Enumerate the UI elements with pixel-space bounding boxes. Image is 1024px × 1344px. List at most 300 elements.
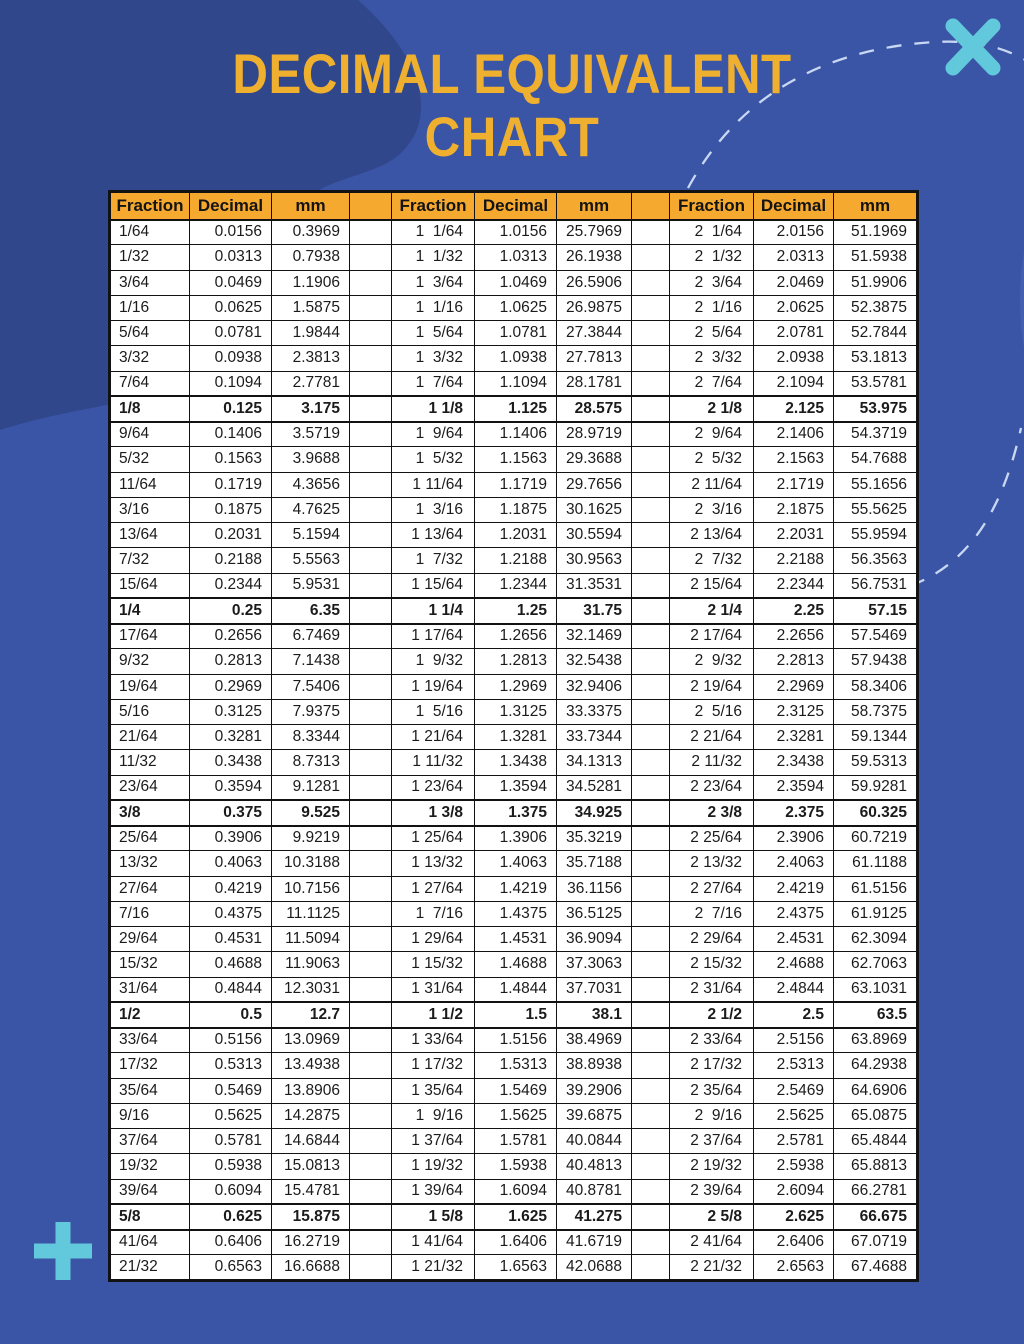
spacer-cell: [350, 952, 392, 977]
decimal-cell: 1.3125: [475, 699, 557, 724]
fraction-cell: 7/16: [110, 901, 190, 926]
decimal-cell: 1.1719: [475, 472, 557, 497]
decimal-cell: 2.5313: [754, 1053, 834, 1078]
decimal-cell: 2.2813: [754, 649, 834, 674]
decimal-cell: 2.0625: [754, 295, 834, 320]
fraction-cell: 2 9/32: [670, 649, 754, 674]
spacer-cell: [350, 1078, 392, 1103]
fraction-cell: 9/16: [110, 1103, 190, 1128]
mm-cell: 34.5281: [557, 775, 632, 800]
fraction-cell: 1/2: [110, 1002, 190, 1027]
decimal-cell: 1.1875: [475, 497, 557, 522]
title-line-2: CHART: [424, 105, 600, 169]
decimal-cell: 0.25: [190, 598, 272, 623]
fraction-cell: 1 13/32: [392, 851, 475, 876]
spacer-cell: [350, 1028, 392, 1053]
mm-cell: 10.7156: [272, 876, 350, 901]
fraction-cell: 19/64: [110, 674, 190, 699]
spacer-cell: [632, 977, 670, 1002]
spacer-cell: [632, 624, 670, 649]
fraction-cell: 2 5/8: [670, 1204, 754, 1229]
mm-cell: 57.9438: [834, 649, 918, 674]
mm-cell: 11.1125: [272, 901, 350, 926]
mm-cell: 31.3531: [557, 573, 632, 598]
mm-cell: 7.1438: [272, 649, 350, 674]
header-decimal: Decimal: [754, 192, 834, 220]
decimal-cell: 1.5469: [475, 1078, 557, 1103]
spacer-cell: [350, 1002, 392, 1027]
mm-cell: 5.1594: [272, 523, 350, 548]
decimal-cell: 2.2188: [754, 548, 834, 573]
decimal-cell: 0.6094: [190, 1179, 272, 1204]
decimal-cell: 0.2188: [190, 548, 272, 573]
fraction-cell: 1/32: [110, 245, 190, 270]
decimal-cell: 1.3594: [475, 775, 557, 800]
decimal-cell: 2.125: [754, 396, 834, 421]
decimal-cell: 2.4531: [754, 927, 834, 952]
spacer-cell: [350, 1103, 392, 1128]
decimal-cell: 2.5156: [754, 1028, 834, 1053]
spacer-cell: [632, 674, 670, 699]
decimal-cell: 0.0625: [190, 295, 272, 320]
fraction-cell: 1 19/32: [392, 1154, 475, 1179]
spacer-cell: [632, 725, 670, 750]
mm-cell: 1.5875: [272, 295, 350, 320]
decimal-cell: 0.5781: [190, 1129, 272, 1154]
table-row: [110, 598, 918, 623]
mm-cell: 60.325: [834, 800, 918, 825]
table-row: [110, 1179, 918, 1204]
spacer-cell: [350, 674, 392, 699]
plus-icon: [26, 1214, 100, 1288]
decimal-cell: 2.1406: [754, 422, 834, 447]
fraction-cell: 2 17/64: [670, 624, 754, 649]
decimal-cell: 2.6094: [754, 1179, 834, 1204]
mm-cell: 38.1: [557, 1002, 632, 1027]
mm-cell: 0.3969: [272, 220, 350, 245]
mm-cell: 6.35: [272, 598, 350, 623]
decimal-cell: 2.0469: [754, 270, 834, 295]
fraction-cell: 37/64: [110, 1129, 190, 1154]
mm-cell: 59.9281: [834, 775, 918, 800]
decimal-cell: 2.6406: [754, 1230, 834, 1255]
mm-cell: 9.525: [272, 800, 350, 825]
fraction-cell: 1 1/64: [392, 220, 475, 245]
fraction-cell: 1 11/64: [392, 472, 475, 497]
decimal-cell: 0.5625: [190, 1103, 272, 1128]
decimal-cell: 1.5781: [475, 1129, 557, 1154]
mm-cell: 54.3719: [834, 422, 918, 447]
mm-cell: 4.3656: [272, 472, 350, 497]
table-row: [110, 674, 918, 699]
mm-cell: 7.9375: [272, 699, 350, 724]
mm-cell: 63.8969: [834, 1028, 918, 1053]
table-row: [110, 1002, 918, 1027]
spacer-cell: [350, 573, 392, 598]
fraction-cell: 1 31/64: [392, 977, 475, 1002]
mm-cell: 35.3219: [557, 826, 632, 851]
mm-cell: 61.5156: [834, 876, 918, 901]
fraction-cell: 1 7/64: [392, 371, 475, 396]
fraction-cell: 2 3/8: [670, 800, 754, 825]
table-row: [110, 624, 918, 649]
fraction-cell: 1 9/32: [392, 649, 475, 674]
fraction-cell: 1 1/2: [392, 1002, 475, 1027]
mm-cell: 29.3688: [557, 447, 632, 472]
fraction-cell: 7/32: [110, 548, 190, 573]
mm-cell: 66.2781: [834, 1179, 918, 1204]
fraction-cell: 1 41/64: [392, 1230, 475, 1255]
table-row: [110, 1255, 918, 1281]
spacer-cell: [632, 1204, 670, 1229]
decimal-cell: 0.3125: [190, 699, 272, 724]
table-row: [110, 699, 918, 724]
fraction-cell: 2 13/32: [670, 851, 754, 876]
mm-cell: 67.4688: [834, 1255, 918, 1281]
mm-cell: 1.9844: [272, 321, 350, 346]
spacer-cell: [350, 548, 392, 573]
table-row: [110, 371, 918, 396]
fraction-cell: 11/64: [110, 472, 190, 497]
spacer-cell: [350, 851, 392, 876]
spacer-cell: [350, 321, 392, 346]
table-body: [110, 220, 918, 1281]
spacer-cell: [350, 725, 392, 750]
mm-cell: 3.5719: [272, 422, 350, 447]
mm-cell: 6.7469: [272, 624, 350, 649]
fraction-cell: 1 33/64: [392, 1028, 475, 1053]
decimal-cell: 0.0781: [190, 321, 272, 346]
fraction-cell: 2 11/32: [670, 750, 754, 775]
fraction-cell: 1 19/64: [392, 674, 475, 699]
table-row: [110, 573, 918, 598]
table-row: [110, 977, 918, 1002]
decimal-cell: 1.0938: [475, 346, 557, 371]
mm-cell: 8.7313: [272, 750, 350, 775]
spacer-cell: [632, 497, 670, 522]
fraction-cell: 1 1/4: [392, 598, 475, 623]
decimal-cell: 1.2344: [475, 573, 557, 598]
table-row: [110, 750, 918, 775]
decimal-cell: 2.375: [754, 800, 834, 825]
fraction-cell: 9/32: [110, 649, 190, 674]
title-line-1: DECIMAL EQUIVALENT: [232, 42, 792, 105]
table-row: [110, 1204, 918, 1229]
decimal-cell: 0.5: [190, 1002, 272, 1027]
table-row: [110, 927, 918, 952]
table-row: [110, 497, 918, 522]
mm-cell: 40.0844: [557, 1129, 632, 1154]
x-cross-icon: [941, 14, 1005, 78]
table-row: [110, 1103, 918, 1128]
mm-cell: 40.8781: [557, 1179, 632, 1204]
decimal-cell: 2.0781: [754, 321, 834, 346]
fraction-cell: 1 1/16: [392, 295, 475, 320]
mm-cell: 9.9219: [272, 826, 350, 851]
fraction-cell: 2 15/64: [670, 573, 754, 598]
mm-cell: 30.1625: [557, 497, 632, 522]
header-row: [110, 192, 918, 220]
spacer-cell: [632, 1028, 670, 1053]
fraction-cell: 1 21/32: [392, 1255, 475, 1281]
decimal-cell: 1.0625: [475, 295, 557, 320]
spacer-cell: [632, 321, 670, 346]
decimal-cell: 0.2656: [190, 624, 272, 649]
decimal-cell: 2.4219: [754, 876, 834, 901]
decimal-cell: 0.2813: [190, 649, 272, 674]
mm-cell: 36.5125: [557, 901, 632, 926]
mm-cell: 36.1156: [557, 876, 632, 901]
fraction-cell: 2 23/64: [670, 775, 754, 800]
decimal-cell: 2.4844: [754, 977, 834, 1002]
fraction-cell: 21/64: [110, 725, 190, 750]
spacer-cell: [632, 927, 670, 952]
mm-cell: 65.0875: [834, 1103, 918, 1128]
mm-cell: 7.5406: [272, 674, 350, 699]
mm-cell: 5.5563: [272, 548, 350, 573]
decimal-equivalent-table: [108, 190, 919, 1282]
mm-cell: 27.3844: [557, 321, 632, 346]
mm-cell: 53.1813: [834, 346, 918, 371]
decimal-cell: 1.2031: [475, 523, 557, 548]
mm-cell: 5.9531: [272, 573, 350, 598]
decimal-cell: 0.0156: [190, 220, 272, 245]
header-fraction: Fraction: [110, 192, 190, 220]
mm-cell: 65.4844: [834, 1129, 918, 1154]
fraction-cell: 21/32: [110, 1255, 190, 1281]
fraction-cell: 1 1/32: [392, 245, 475, 270]
spacer-cell: [350, 927, 392, 952]
mm-cell: 30.9563: [557, 548, 632, 573]
spacer-cell: [632, 1053, 670, 1078]
decimal-cell: 2.3594: [754, 775, 834, 800]
mm-cell: 54.7688: [834, 447, 918, 472]
table-row: [110, 1053, 918, 1078]
table-row: [110, 245, 918, 270]
table-row: [110, 422, 918, 447]
spacer-cell: [350, 800, 392, 825]
mm-cell: 26.5906: [557, 270, 632, 295]
decimal-cell: 0.3906: [190, 826, 272, 851]
header-decimal: Decimal: [190, 192, 272, 220]
decimal-cell: 2.1719: [754, 472, 834, 497]
fraction-cell: 2 17/32: [670, 1053, 754, 1078]
mm-cell: 55.5625: [834, 497, 918, 522]
fraction-cell: 2 25/64: [670, 826, 754, 851]
fraction-cell: 17/32: [110, 1053, 190, 1078]
decimal-cell: 2.6563: [754, 1255, 834, 1281]
table-row: [110, 775, 918, 800]
spacer-cell: [632, 649, 670, 674]
decimal-cell: 0.6406: [190, 1230, 272, 1255]
mm-cell: 57.5469: [834, 624, 918, 649]
spacer-cell: [350, 750, 392, 775]
decimal-cell: 2.0156: [754, 220, 834, 245]
spacer-cell: [350, 1230, 392, 1255]
spacer-cell: [632, 346, 670, 371]
decimal-cell: 0.1094: [190, 371, 272, 396]
mm-cell: 52.3875: [834, 295, 918, 320]
mm-cell: 53.5781: [834, 371, 918, 396]
header-decimal: Decimal: [475, 192, 557, 220]
decimal-cell: 2.0313: [754, 245, 834, 270]
decimal-cell: 1.2813: [475, 649, 557, 674]
decimal-cell: 1.4219: [475, 876, 557, 901]
table-row: [110, 851, 918, 876]
fraction-cell: 2 15/32: [670, 952, 754, 977]
fraction-cell: 1 25/64: [392, 826, 475, 851]
fraction-cell: 1 13/64: [392, 523, 475, 548]
right-edge-circle: [1020, 8, 1024, 592]
mm-cell: 61.9125: [834, 901, 918, 926]
header-spacer-cell: [350, 192, 392, 220]
fraction-cell: 2 27/64: [670, 876, 754, 901]
mm-cell: 28.9719: [557, 422, 632, 447]
mm-cell: 31.75: [557, 598, 632, 623]
fraction-cell: 5/64: [110, 321, 190, 346]
fraction-cell: 1/16: [110, 295, 190, 320]
spacer-cell: [632, 750, 670, 775]
fraction-cell: 1 5/64: [392, 321, 475, 346]
fraction-cell: 1 9/16: [392, 1103, 475, 1128]
decimal-cell: 0.2969: [190, 674, 272, 699]
decimal-cell: 1.5313: [475, 1053, 557, 1078]
decimal-cell: 2.2656: [754, 624, 834, 649]
decimal-cell: 2.3281: [754, 725, 834, 750]
fraction-cell: 2 1/8: [670, 396, 754, 421]
table-row: [110, 1078, 918, 1103]
mm-cell: 30.5594: [557, 523, 632, 548]
spacer-cell: [350, 346, 392, 371]
fraction-cell: 1 15/64: [392, 573, 475, 598]
mm-cell: 51.1969: [834, 220, 918, 245]
mm-cell: 13.4938: [272, 1053, 350, 1078]
decimal-cell: 2.0938: [754, 346, 834, 371]
decimal-cell: 1.1406: [475, 422, 557, 447]
mm-cell: 59.1344: [834, 725, 918, 750]
fraction-cell: 5/8: [110, 1204, 190, 1229]
fraction-cell: 2 1/32: [670, 245, 754, 270]
fraction-cell: 2 1/64: [670, 220, 754, 245]
decimal-cell: 1.0313: [475, 245, 557, 270]
decimal-cell: 0.4063: [190, 851, 272, 876]
fraction-cell: 1 17/32: [392, 1053, 475, 1078]
mm-cell: 9.1281: [272, 775, 350, 800]
fraction-cell: 1 7/16: [392, 901, 475, 926]
mm-cell: 28.1781: [557, 371, 632, 396]
mm-cell: 51.9906: [834, 270, 918, 295]
table-row: [110, 548, 918, 573]
decimal-cell: 0.3438: [190, 750, 272, 775]
mm-cell: 12.3031: [272, 977, 350, 1002]
decimal-cell: 2.1094: [754, 371, 834, 396]
decimal-cell: 1.3906: [475, 826, 557, 851]
fraction-cell: 2 9/16: [670, 1103, 754, 1128]
mm-cell: 15.875: [272, 1204, 350, 1229]
fraction-cell: 3/8: [110, 800, 190, 825]
decimal-cell: 1.25: [475, 598, 557, 623]
fraction-cell: 2 3/64: [670, 270, 754, 295]
decimal-cell: 2.3438: [754, 750, 834, 775]
decimal-cell: 0.125: [190, 396, 272, 421]
decimal-cell: 1.125: [475, 396, 557, 421]
fraction-cell: 19/32: [110, 1154, 190, 1179]
decimal-cell: 2.1563: [754, 447, 834, 472]
fraction-cell: 15/32: [110, 952, 190, 977]
spacer-cell: [632, 548, 670, 573]
decimal-cell: 1.1563: [475, 447, 557, 472]
mm-cell: 40.4813: [557, 1154, 632, 1179]
spacer-cell: [350, 977, 392, 1002]
spacer-cell: [632, 245, 670, 270]
fraction-cell: 39/64: [110, 1179, 190, 1204]
decimal-cell: 0.625: [190, 1204, 272, 1229]
fraction-cell: 1/4: [110, 598, 190, 623]
fraction-cell: 29/64: [110, 927, 190, 952]
fraction-cell: 13/64: [110, 523, 190, 548]
table-row: [110, 952, 918, 977]
mm-cell: 33.7344: [557, 725, 632, 750]
spacer-cell: [632, 270, 670, 295]
fraction-cell: 1 11/32: [392, 750, 475, 775]
mm-cell: 63.1031: [834, 977, 918, 1002]
decimal-cell: 2.5938: [754, 1154, 834, 1179]
mm-cell: 56.3563: [834, 548, 918, 573]
mm-cell: 25.7969: [557, 220, 632, 245]
spacer-cell: [350, 472, 392, 497]
mm-cell: 34.1313: [557, 750, 632, 775]
fraction-cell: 2 3/32: [670, 346, 754, 371]
table-row: [110, 1154, 918, 1179]
decimal-cell: 2.2344: [754, 573, 834, 598]
decimal-cell: 0.3594: [190, 775, 272, 800]
mm-cell: 64.6906: [834, 1078, 918, 1103]
mm-cell: 56.7531: [834, 573, 918, 598]
mm-cell: 61.1188: [834, 851, 918, 876]
mm-cell: 39.2906: [557, 1078, 632, 1103]
fraction-cell: 2 1/16: [670, 295, 754, 320]
decimal-cell: 0.0469: [190, 270, 272, 295]
mm-cell: 16.2719: [272, 1230, 350, 1255]
fraction-cell: 35/64: [110, 1078, 190, 1103]
fraction-cell: 1 3/32: [392, 346, 475, 371]
mm-cell: 11.9063: [272, 952, 350, 977]
spacer-cell: [632, 1154, 670, 1179]
mm-cell: 34.925: [557, 800, 632, 825]
decimal-cell: 0.4375: [190, 901, 272, 926]
spacer-cell: [350, 220, 392, 245]
spacer-cell: [632, 371, 670, 396]
spacer-cell: [632, 851, 670, 876]
header-mm: mm: [272, 192, 350, 220]
decimal-cell: 0.5313: [190, 1053, 272, 1078]
fraction-cell: 11/32: [110, 750, 190, 775]
table-header: [110, 192, 918, 220]
decimal-cell: 1.5938: [475, 1154, 557, 1179]
spacer-cell: [350, 775, 392, 800]
decimal-cell: 2.3125: [754, 699, 834, 724]
mm-cell: 37.7031: [557, 977, 632, 1002]
mm-cell: 13.8906: [272, 1078, 350, 1103]
decimal-cell: 0.1406: [190, 422, 272, 447]
spacer-cell: [350, 1255, 392, 1281]
spacer-cell: [350, 876, 392, 901]
decimal-cell: 2.1875: [754, 497, 834, 522]
fraction-cell: 17/64: [110, 624, 190, 649]
mm-cell: 33.3375: [557, 699, 632, 724]
table-row: [110, 472, 918, 497]
mm-cell: 32.1469: [557, 624, 632, 649]
